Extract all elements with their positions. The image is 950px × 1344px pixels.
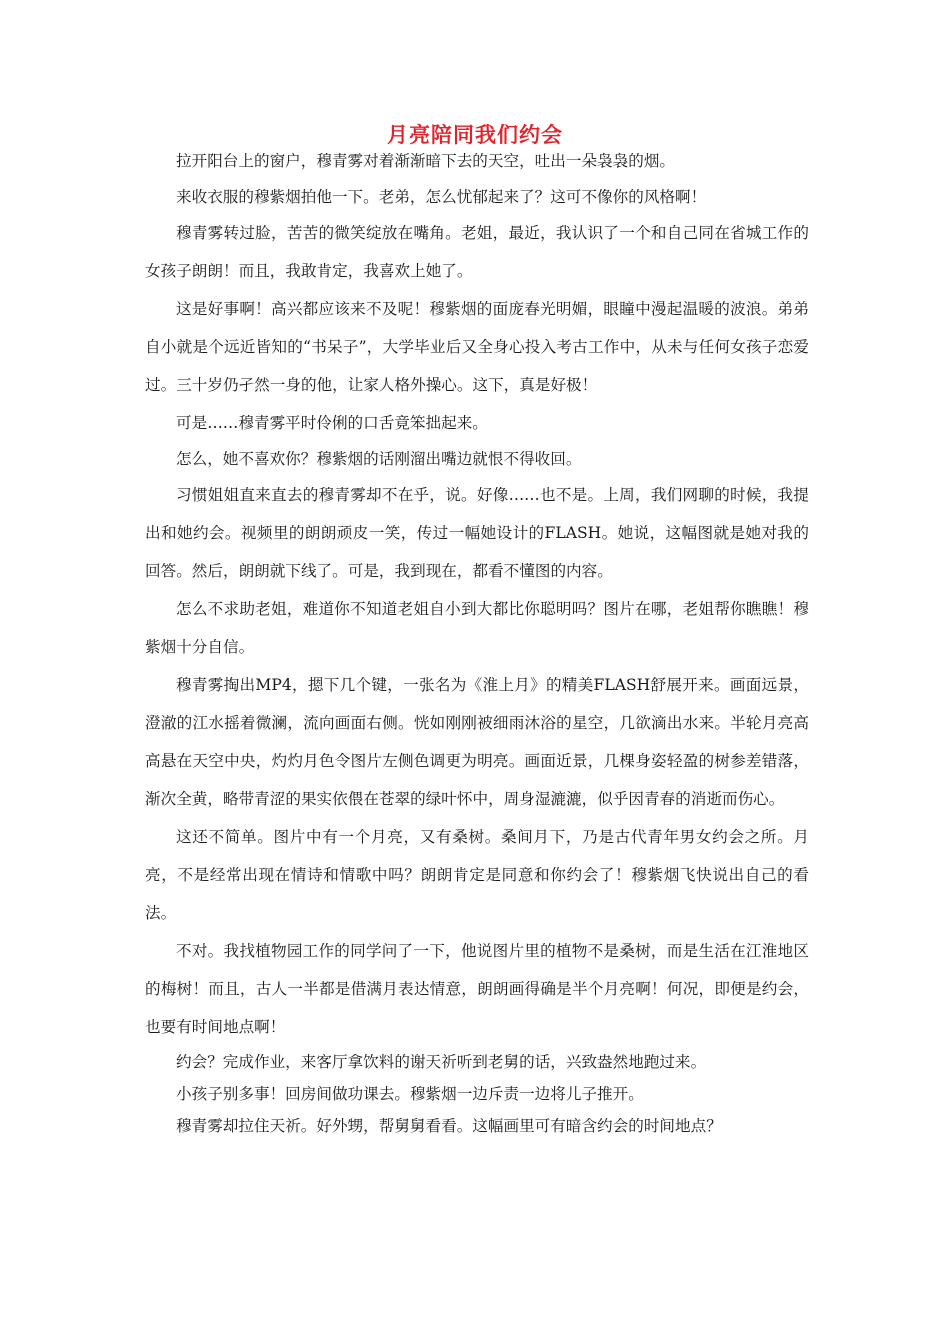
paragraph: 小孩子别多事！回房间做功课去。穆紫烟一边斥责一边将儿子推开。	[176, 1085, 644, 1103]
paragraph: 这还不简单。图片中有一个月亮，又有桑树。桑间月下，乃是古代青年男女约会之所。月亮，不是经常出现在情诗和情歌中吗？朗朗肯定是同意和你约会了！穆紫烟飞快说出自己的看法。	[145, 828, 809, 922]
paragraph: 穆青雾掏出MP4，摁下几个键，一张名为《淮上月》的精美FLASH舒展开来。画面远景，澄澈的江水摇着微澜，流向画面右侧。恍如刚刚被细雨沐浴的星空，几欲滴出水来。半轮月亮高高悬在天空中央，灼灼月色令图片左侧色调更为明亮。画面近景，几棵身姿轻盈的树参差错落，渐次全黄，略带青涩的果实依偎在苍翠的绿叶怀中，周身湿漉漉，似乎因青春的消逝而伤心。	[145, 676, 809, 808]
document-body	[145, 146, 809, 1142]
paragraph: 习惯姐姐直来直去的穆青雾却不在乎，说。好像……也不是。上周，我们网聊的时候，我提出和她约会。视频里的朗朗顽皮一笑，传过一幅她设计的FLASH。她说，这幅图就是她对我的回答。然后，朗朗就下线了。可是，我到现在，都看不懂图的内容。	[145, 486, 809, 580]
paragraph: 怎么不求助老姐，难道你不知道老姐自小到大都比你聪明吗？图片在哪，老姐帮你瞧瞧！穆紫烟十分自信。	[145, 600, 809, 656]
paragraph: 这是好事啊！高兴都应该来不及呢！穆紫烟的面庞春光明媚，眼瞳中漫起温暖的波浪。弟弟自小就是个远近皆知的“书呆子”，大学毕业后又全身心投入考古工作中，从未与任何女孩子恋爱过。三十岁仍孑然一身的他，让家人格外操心。这下，真是好极！	[145, 300, 809, 394]
paragraph: 拉开阳台上的窗户，穆青雾对着渐渐暗下去的天空，吐出一朵袅袅的烟。	[176, 152, 676, 170]
document-title: 月亮陪同我们约会	[387, 122, 563, 147]
paragraph: 不对。我找植物园工作的同学问了一下，他说图片里的植物不是桑树，而是生活在江淮地区的梅树！而且，古人一半都是借满月表达情意，朗朗画得确是半个月亮啊！何况，即便是约会，也要有时间地点啊！	[145, 942, 809, 1036]
paragraph: 约会？完成作业，来客厅拿饮料的谢天祈听到老舅的话，兴致盎然地跑过来。	[176, 1053, 707, 1071]
paragraph: 来收衣服的穆紫烟拍他一下。老弟，怎么忧郁起来了？这可不像你的风格啊！	[176, 188, 707, 206]
paragraph: 穆青雾却拉住天祈。好外甥，帮舅舅看看。这幅画里可有暗含约会的时间地点？	[176, 1117, 722, 1135]
paragraph: 怎么，她不喜欢你？穆紫烟的话刚溜出嘴边就恨不得收回。	[176, 450, 582, 468]
paragraph: 可是……穆青雾平时伶俐的口舌竟笨拙起来。	[176, 414, 488, 432]
paragraph: 穆青雾转过脸，苦苦的微笑绽放在嘴角。老姐，最近，我认识了一个和自己同在省城工作的女孩子朗朗！而且，我敢肯定，我喜欢上她了。	[145, 224, 809, 280]
